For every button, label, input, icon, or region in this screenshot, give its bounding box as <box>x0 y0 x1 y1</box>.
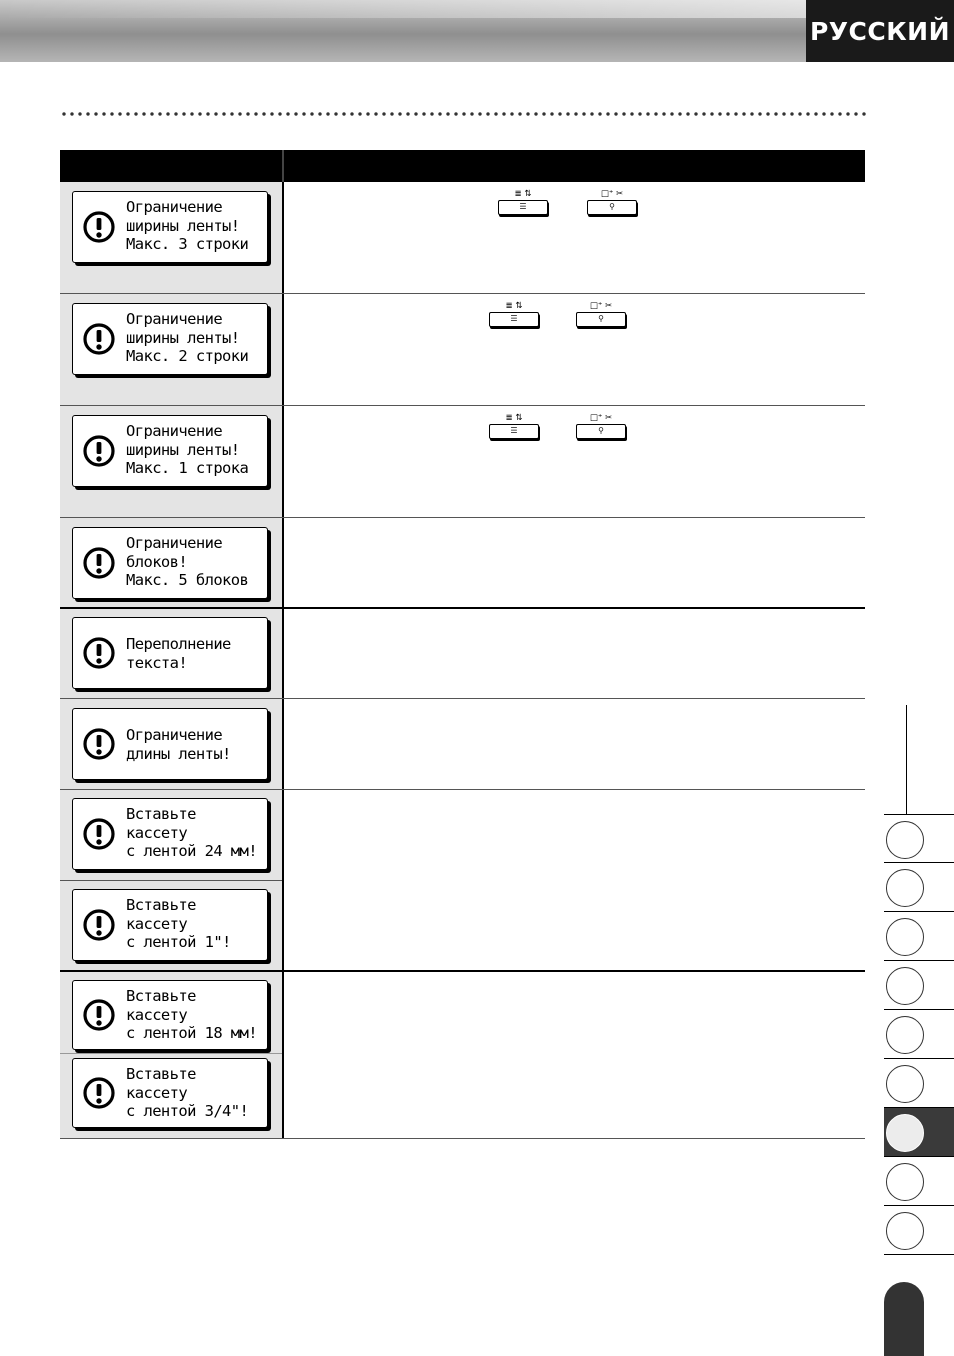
insert-key-icon <box>587 188 637 218</box>
lcd-message <box>72 1058 268 1128</box>
text-key-icon <box>489 412 539 442</box>
table-header-divider <box>282 150 284 182</box>
lcd-message <box>72 191 268 263</box>
row-separator <box>60 1053 282 1054</box>
lcd-text: Ограничение длины ленты! <box>126 726 231 763</box>
exclamation-circle-icon <box>83 637 115 669</box>
key-top-label: ≣ ⇅ <box>514 189 532 199</box>
row-separator <box>60 880 282 881</box>
lcd-text: Ограничение ширины ленты! Макс. 3 строки <box>126 198 249 253</box>
table-bottom-line <box>60 1138 865 1139</box>
key-top-label: □⁺ ✂ <box>600 189 624 199</box>
exclamation-circle-icon <box>83 999 115 1031</box>
key-top-label: □⁺ ✂ <box>589 413 613 423</box>
language-tab: РУССКИЙ <box>806 0 954 62</box>
row-separator <box>60 293 865 294</box>
chapter-tab[interactable] <box>884 1059 954 1108</box>
exclamation-circle-icon <box>83 435 115 467</box>
chapter-tab[interactable] <box>884 1157 954 1206</box>
key-top-label: ≣ ⇅ <box>505 301 523 311</box>
exclamation-circle-icon <box>83 1077 115 1109</box>
lcd-text: Ограничение блоков! Макс. 5 блоков <box>126 534 249 589</box>
chapter-circle-icon <box>886 918 924 956</box>
lcd-message <box>72 798 268 870</box>
row-separator <box>60 405 865 406</box>
chapter-tab[interactable] <box>884 912 954 961</box>
lcd-text: Вставьте кассету с лентой 18 мм! <box>126 987 257 1042</box>
lcd-text: Ограничение ширины ленты! Макс. 1 строка <box>126 422 249 477</box>
chapter-tab-active[interactable] <box>884 1108 954 1157</box>
chapter-circle-icon <box>886 1065 924 1103</box>
dotted-separator <box>60 111 866 117</box>
sidebar-line <box>906 705 907 815</box>
exclamation-circle-icon <box>83 818 115 850</box>
chapter-circle-icon <box>886 1016 924 1054</box>
text-key-icon <box>498 188 548 218</box>
column-divider <box>282 182 284 1139</box>
chapter-tab[interactable] <box>884 1010 954 1059</box>
chapter-circle-icon <box>886 821 924 859</box>
chapter-tab[interactable] <box>884 863 954 912</box>
chapter-circle-icon <box>886 967 924 1005</box>
row-separator <box>60 789 865 790</box>
key-cap-label: ⚲ <box>576 424 626 439</box>
key-cap-label: ☰ <box>489 312 539 327</box>
lcd-message <box>72 708 268 780</box>
row-separator <box>60 970 865 972</box>
lcd-message <box>72 617 268 689</box>
key-cap-label: ⚲ <box>576 312 626 327</box>
lcd-text: Вставьте кассету с лентой 24 мм! <box>126 805 257 860</box>
exclamation-circle-icon <box>83 323 115 355</box>
lcd-message <box>72 980 268 1050</box>
chapter-tab[interactable] <box>884 961 954 1010</box>
table-header <box>60 150 865 182</box>
lcd-message <box>72 303 268 375</box>
lcd-message <box>72 889 268 961</box>
key-cap-label: ⚲ <box>587 200 637 215</box>
chapter-circle-icon <box>886 1114 924 1152</box>
insert-key-icon <box>576 300 626 330</box>
row-separator <box>60 607 865 609</box>
row-separator <box>60 698 865 699</box>
chapter-circle-icon <box>886 869 924 907</box>
lcd-message <box>72 415 268 487</box>
chapter-tab[interactable] <box>884 1206 954 1255</box>
exclamation-circle-icon <box>83 728 115 760</box>
key-cap-label: ☰ <box>489 424 539 439</box>
exclamation-circle-icon <box>83 547 115 579</box>
text-key-icon <box>489 300 539 330</box>
lcd-text: Вставьте кассету с лентой 1"! <box>126 896 231 951</box>
lcd-text: Переполнение текста! <box>126 635 231 672</box>
lcd-text: Ограничение ширины ленты! Макс. 2 строки <box>126 310 249 365</box>
key-top-label: □⁺ ✂ <box>589 301 613 311</box>
lcd-text: Вставьте кассету с лентой 3/4"! <box>126 1065 249 1120</box>
row-separator <box>60 517 865 518</box>
chapter-tab[interactable] <box>884 814 954 863</box>
key-top-label: ≣ ⇅ <box>505 413 523 423</box>
page-number-tab <box>884 1282 924 1356</box>
chapter-circle-icon <box>886 1212 924 1250</box>
key-cap-label: ☰ <box>498 200 548 215</box>
top-banner <box>0 0 806 62</box>
exclamation-circle-icon <box>83 909 115 941</box>
chapter-circle-icon <box>886 1163 924 1201</box>
exclamation-circle-icon <box>83 211 115 243</box>
insert-key-icon <box>576 412 626 442</box>
lcd-message <box>72 527 268 599</box>
